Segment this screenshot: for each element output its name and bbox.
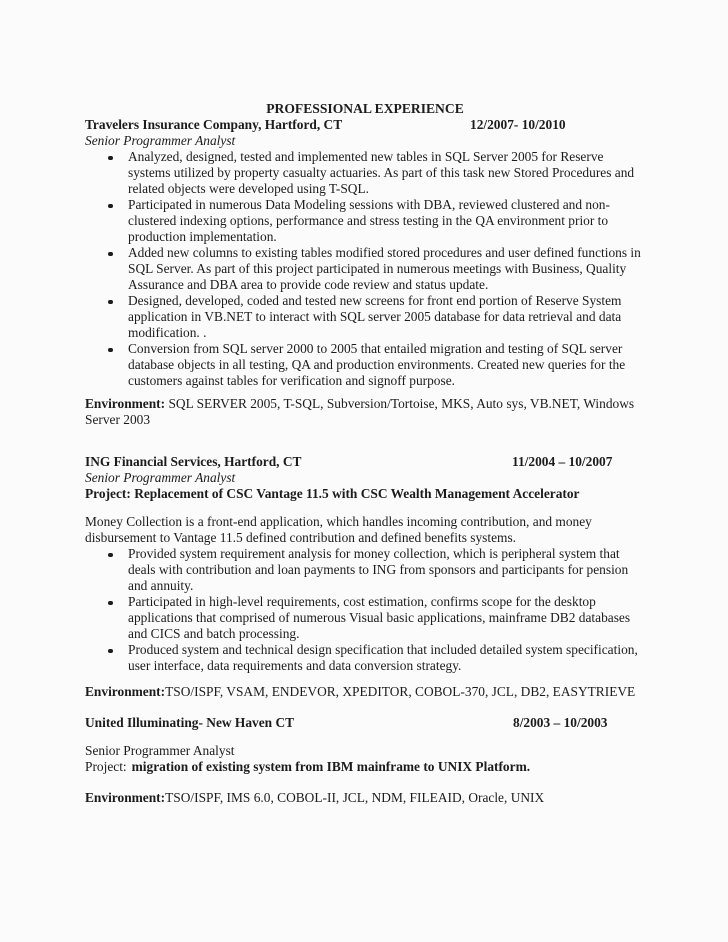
- project-summary: Money Collection is a front-end application, which handles incoming contribution, and money disbursement to Vantage 11.5 defined contribution and defined benefits systems.: [85, 514, 592, 545]
- job-dates: 8/2003 – 10/2003: [513, 715, 608, 730]
- bullet-item: Participated in high-level requirements, cost estimation, confirms scope for the desktop applications that comprised of numerous Visual basic applications, mainframe DB2 databases and CICS and batch processing.: [85, 594, 645, 642]
- environment-line: [85, 790, 645, 806]
- project-text: migration of existing system from IBM mainframe to UNIX Platform.: [131, 759, 531, 774]
- environment-label: Environment:: [85, 790, 166, 805]
- job-header-united: [85, 715, 645, 731]
- project-label: Project:: [85, 759, 127, 774]
- job-role: Senior Programmer Analyst: [85, 470, 236, 485]
- job-bullet-list: [85, 546, 645, 674]
- environment-line: [85, 684, 645, 700]
- bullet-item: Participated in numerous Data Modeling sessions with DBA, reviewed clustered and non-clustered indexing options, performance and stress testing in the QA environment prior to production implementation.: [85, 197, 645, 245]
- company-name: Travelers Insurance Company, Hartford, CT: [85, 117, 343, 132]
- project-line: Project: Replacement of CSC Vantage 11.5 with CSC Wealth Management Accelerator: [85, 486, 580, 501]
- bullet-item: Provided system requirement analysis for money collection, which is peripheral system that deals with contribution and loan payments to ING from sponsors and participants for pension and annuity.: [85, 546, 645, 594]
- environment-line: [85, 396, 645, 428]
- job-dates: 11/2004 – 10/2007: [512, 454, 613, 469]
- environment-text: TSO/ISPF, VSAM, ENDEVOR, XPEDITOR, COBOL-370, JCL, DB2, EASYTRIEVE: [165, 684, 636, 699]
- bullet-item: Produced system and technical design specification that included detailed system specification, user interface, data requirements and data conversion strategy.: [85, 642, 645, 674]
- environment-text: TSO/ISPF, IMS 6.0, COBOL-II, JCL, NDM, FILEAID, Oracle, UNIX: [165, 790, 545, 805]
- job-header-ing: [85, 454, 645, 470]
- environment-text: SQL SERVER 2005, T-SQL, Subversion/Tortoise, MKS, Auto sys, VB.NET, Windows Server 2003: [85, 396, 635, 427]
- environment-label: Environment:: [85, 396, 166, 411]
- job-role: Senior Programmer Analyst: [85, 133, 236, 148]
- bullet-item: Added new columns to existing tables modified stored procedures and user defined functions in SQL Server. As part of this project participated in numerous meetings with Business, Quality Assurance and DBA area to provide code review and status update.: [85, 245, 645, 293]
- company-name: United Illuminating- New Haven CT: [85, 715, 295, 730]
- bullet-item: Analyzed, designed, tested and implemented new tables in SQL Server 2005 for Reserve systems utilized by property casualty actuaries. As part of this task new Stored Procedures and related objects were developed using T-SQL.: [85, 149, 645, 197]
- job-bullet-list: [85, 149, 645, 389]
- project-line: [85, 759, 645, 775]
- job-header-travelers: [85, 117, 645, 133]
- job-role: Senior Programmer Analyst: [85, 743, 235, 758]
- section-title: PROFESSIONAL EXPERIENCE: [266, 101, 464, 116]
- company-name: ING Financial Services, Hartford, CT: [85, 454, 302, 469]
- bullet-item: Conversion from SQL server 2000 to 2005 that entailed migration and testing of SQL server database objects in all testing, QA and production environments. Created new queries for the customers against tables for verification and signoff purpose.: [85, 341, 645, 389]
- environment-label: Environment:: [85, 684, 166, 699]
- bullet-item: Designed, developed, coded and tested new screens for front end portion of Reserve System application in VB.NET to interact with SQL server 2005 database for data retrieval and data modification. .: [85, 293, 645, 341]
- job-dates: 12/2007- 10/2010: [470, 117, 566, 132]
